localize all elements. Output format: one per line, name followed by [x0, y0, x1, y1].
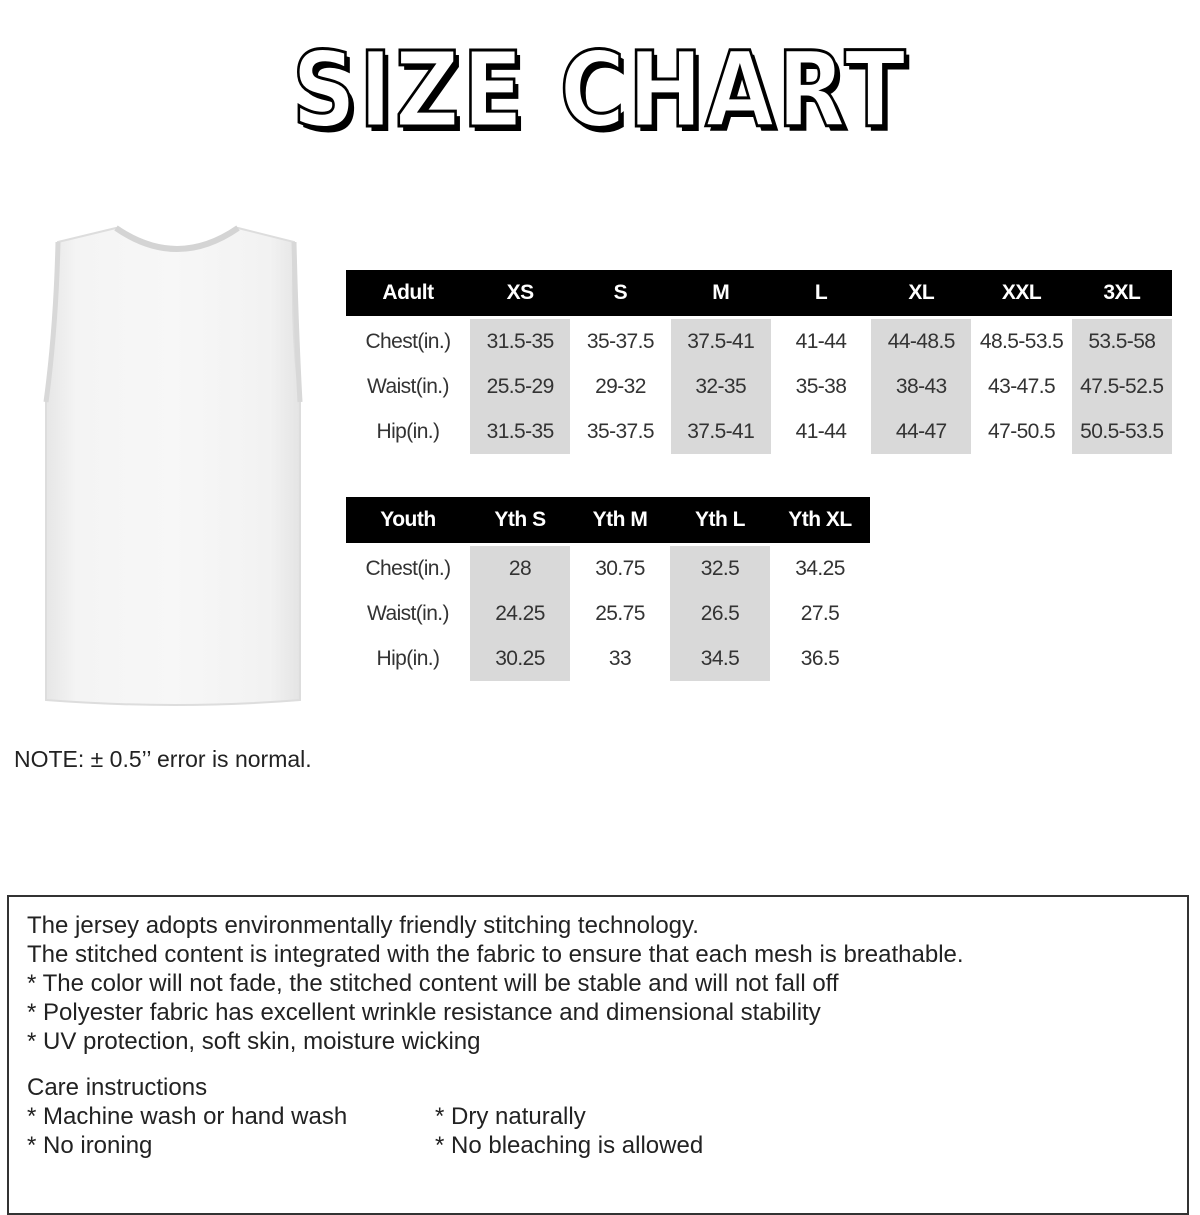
header-cell: Yth XL	[770, 497, 870, 543]
table-row	[346, 409, 1172, 454]
care-item: * No bleaching is allowed	[435, 1132, 704, 1159]
feature-line: * UV protection, soft skin, moisture wicking	[27, 1028, 481, 1055]
table-row	[346, 591, 870, 636]
youth-header-row	[346, 497, 870, 543]
youth-size-table	[346, 497, 870, 681]
feature-line: * The color will not fade, the stitched content will be stable and will not fall off	[27, 970, 839, 997]
table-cell: 31.5-35	[470, 319, 570, 364]
care-list	[27, 1102, 1187, 1160]
row-label: Waist(in.)	[367, 601, 449, 625]
row-label: Hip(in.)	[376, 646, 440, 670]
table-cell: 41-44	[795, 329, 847, 353]
table-cell: 35-37.5	[586, 419, 654, 443]
table-cell: 44-47	[871, 409, 971, 454]
table-cell: 30.75	[595, 556, 645, 580]
header-cell: XL	[871, 270, 971, 316]
table-row	[346, 636, 870, 681]
header-cell: Adult	[346, 270, 470, 316]
table-cell: 37.5-41	[671, 409, 771, 454]
feature-line: The jersey adopts environmentally friendly stitching technology.	[27, 912, 699, 939]
care-item: * No ironing	[27, 1132, 153, 1159]
header-cell: Yth M	[570, 497, 670, 543]
table-cell: 25.5-29	[470, 364, 570, 409]
table-cell: 29-32	[595, 374, 646, 398]
row-label: Hip(in.)	[376, 419, 440, 443]
care-item: * Machine wash or hand wash	[27, 1103, 348, 1130]
table-cell: 28	[470, 546, 570, 591]
table-row	[346, 546, 870, 591]
product-info-box	[7, 895, 1189, 1215]
header-cell: 3XL	[1072, 270, 1172, 316]
measurement-note: NOTE: ± 0.5’’ error is normal.	[14, 746, 312, 772]
table-cell: 27.5	[800, 601, 840, 625]
table-cell: 25.75	[595, 601, 645, 625]
table-cell: 48.5-53.5	[979, 329, 1064, 353]
header-cell: Yth L	[670, 497, 770, 543]
table-cell: 38-43	[871, 364, 971, 409]
table-cell: 47-50.5	[988, 419, 1056, 443]
table-cell: 35-38	[795, 374, 847, 398]
table-cell: 50.5-53.5	[1072, 409, 1172, 454]
table-cell: 53.5-58	[1072, 319, 1172, 364]
table-cell: 44-48.5	[871, 319, 971, 364]
jersey-image	[36, 218, 318, 708]
header-cell: Yth S	[470, 497, 570, 543]
header-cell: Youth	[346, 497, 470, 543]
table-cell: 32.5	[670, 546, 770, 591]
table-cell: 34.5	[670, 636, 770, 681]
table-cell: 31.5-35	[470, 409, 570, 454]
page-title: SIZE CHART	[291, 29, 909, 151]
table-row	[346, 319, 1172, 364]
table-cell: 24.25	[470, 591, 570, 636]
adult-header-row	[346, 270, 1172, 316]
feature-line: The stitched content is integrated with the fabric to ensure that each mesh is breathable.	[27, 941, 964, 968]
table-cell: 43-47.5	[988, 374, 1056, 398]
feature-line: * Polyester fabric has excellent wrinkle resistance and dimensional stability	[27, 999, 821, 1026]
row-label: Chest(in.)	[365, 329, 451, 353]
table-cell: 33	[608, 646, 632, 670]
table-cell: 34.25	[795, 556, 845, 580]
table-cell: 37.5-41	[671, 319, 771, 364]
care-title: Care instructions	[27, 1074, 208, 1101]
table-cell: 26.5	[670, 591, 770, 636]
table-cell: 35-37.5	[586, 329, 654, 353]
table-cell: 32-35	[671, 364, 771, 409]
table-cell: 47.5-52.5	[1072, 364, 1172, 409]
table-cell: 30.25	[470, 636, 570, 681]
header-cell: XXL	[971, 270, 1071, 316]
care-item: * Dry naturally	[435, 1103, 586, 1130]
table-cell: 41-44	[795, 419, 847, 443]
row-label: Waist(in.)	[367, 374, 449, 398]
table-cell: 36.5	[800, 646, 840, 670]
header-cell: XS	[470, 270, 570, 316]
adult-size-table	[346, 270, 1172, 454]
row-label: Chest(in.)	[365, 556, 451, 580]
header-cell: L	[771, 270, 871, 316]
header-cell: M	[671, 270, 771, 316]
header-cell: S	[570, 270, 670, 316]
table-row	[346, 364, 1172, 409]
